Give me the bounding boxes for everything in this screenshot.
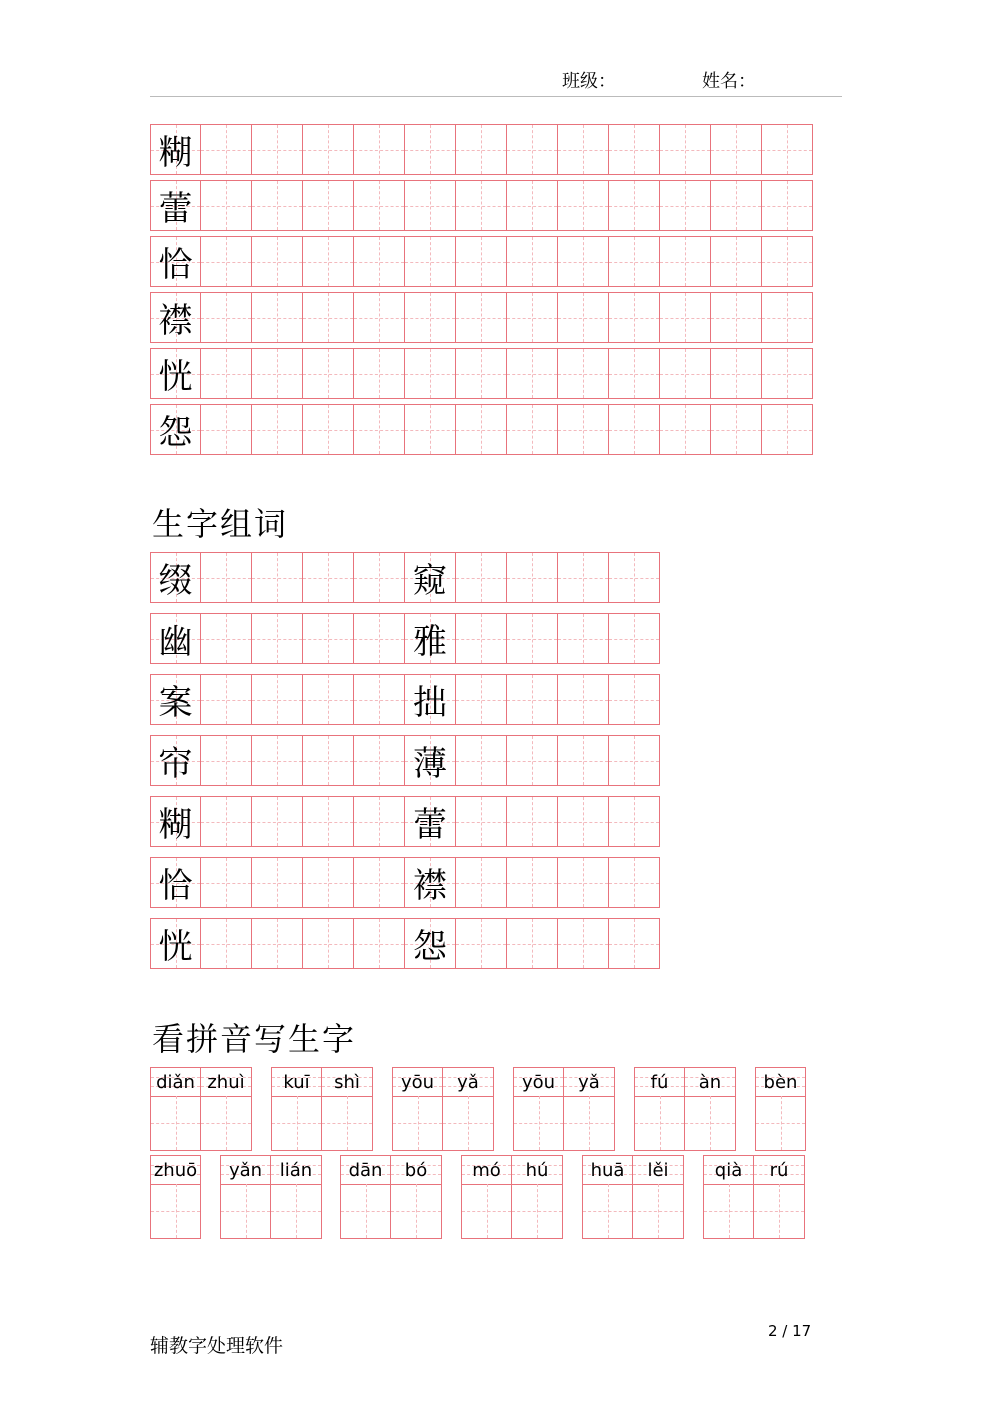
writing-cell bbox=[354, 180, 405, 231]
writing-cell bbox=[303, 735, 354, 786]
char-cell bbox=[150, 918, 201, 969]
writing-cell bbox=[303, 857, 354, 908]
writing-cell bbox=[507, 918, 558, 969]
pinyin-text: yǎ bbox=[443, 1068, 493, 1097]
writing-cell bbox=[609, 236, 660, 287]
writing-cell bbox=[609, 857, 660, 908]
pinyin-text: qià bbox=[704, 1156, 753, 1185]
writing-cell bbox=[711, 124, 762, 175]
writing-cell bbox=[762, 180, 813, 231]
writing-area bbox=[633, 1184, 683, 1238]
pinyin-box bbox=[685, 1067, 736, 1151]
writing-cell bbox=[558, 674, 609, 725]
character: 蕾 bbox=[158, 189, 193, 229]
pinyin-group bbox=[461, 1155, 563, 1239]
writing-cell bbox=[711, 292, 762, 343]
pinyin-box bbox=[201, 1067, 252, 1151]
writing-cell bbox=[354, 236, 405, 287]
writing-cell bbox=[405, 348, 456, 399]
practice-row bbox=[150, 404, 813, 455]
writing-area bbox=[756, 1096, 805, 1150]
writing-cell bbox=[201, 613, 252, 664]
writing-cell bbox=[456, 180, 507, 231]
writing-cell bbox=[252, 292, 303, 343]
writing-cell bbox=[558, 857, 609, 908]
pinyin-box bbox=[754, 1155, 805, 1239]
writing-cell bbox=[303, 918, 354, 969]
pinyin-group bbox=[271, 1067, 373, 1151]
pinyin-text: lián bbox=[271, 1156, 321, 1185]
practice-row bbox=[150, 124, 813, 175]
pinyin-box bbox=[271, 1067, 322, 1151]
writing-cell bbox=[609, 613, 660, 664]
character: 拙 bbox=[413, 683, 447, 723]
writing-cell bbox=[558, 348, 609, 399]
pinyin-text: yōu bbox=[514, 1068, 563, 1097]
writing-cell bbox=[507, 796, 558, 847]
writing-cell bbox=[558, 796, 609, 847]
writing-cell bbox=[507, 404, 558, 455]
pinyin-box bbox=[703, 1155, 754, 1239]
page-number: 2 / 17 bbox=[768, 1322, 812, 1340]
writing-cell bbox=[201, 404, 252, 455]
writing-cell bbox=[405, 124, 456, 175]
writing-cell bbox=[354, 124, 405, 175]
writing-area bbox=[151, 1096, 200, 1150]
writing-cell bbox=[201, 180, 252, 231]
writing-cell bbox=[456, 918, 507, 969]
words-row bbox=[150, 857, 660, 908]
pinyin-group bbox=[634, 1067, 736, 1151]
pinyin-text: lěi bbox=[633, 1156, 683, 1185]
pinyin-group bbox=[392, 1067, 494, 1151]
writing-cell bbox=[354, 348, 405, 399]
writing-cell bbox=[252, 348, 303, 399]
writing-cell bbox=[558, 552, 609, 603]
writing-cell bbox=[660, 404, 711, 455]
writing-cell bbox=[201, 796, 252, 847]
writing-cell bbox=[507, 674, 558, 725]
pinyin-box bbox=[582, 1155, 633, 1239]
writing-cell bbox=[252, 674, 303, 725]
writing-cell bbox=[558, 292, 609, 343]
character: 襟 bbox=[413, 866, 447, 906]
character: 帘 bbox=[158, 744, 193, 784]
char-cell bbox=[405, 918, 456, 969]
writing-area bbox=[635, 1096, 684, 1150]
writing-cell bbox=[456, 292, 507, 343]
writing-cell bbox=[711, 404, 762, 455]
pinyin-group bbox=[703, 1155, 805, 1239]
pinyin-text: rú bbox=[754, 1156, 804, 1185]
writing-cell bbox=[507, 552, 558, 603]
writing-cell bbox=[558, 124, 609, 175]
character: 怨 bbox=[158, 413, 193, 453]
writing-cell bbox=[609, 552, 660, 603]
pinyin-text: àn bbox=[685, 1068, 735, 1097]
writing-cell bbox=[303, 404, 354, 455]
writing-cell bbox=[762, 124, 813, 175]
char-cell bbox=[150, 857, 201, 908]
writing-cell bbox=[252, 613, 303, 664]
writing-cell bbox=[252, 404, 303, 455]
writing-cell bbox=[354, 918, 405, 969]
character: 窥 bbox=[413, 561, 447, 601]
pinyin-box bbox=[443, 1067, 494, 1151]
writing-area bbox=[443, 1096, 493, 1150]
writing-cell bbox=[354, 552, 405, 603]
writing-cell bbox=[303, 292, 354, 343]
writing-area bbox=[272, 1096, 321, 1150]
pinyin-box bbox=[564, 1067, 615, 1151]
pinyin-text: bèn bbox=[756, 1068, 805, 1097]
writing-cell bbox=[456, 674, 507, 725]
words-row bbox=[150, 613, 660, 664]
writing-area bbox=[462, 1184, 511, 1238]
pinyin-box bbox=[271, 1155, 322, 1239]
char-cell bbox=[150, 124, 201, 175]
writing-cell bbox=[456, 857, 507, 908]
writing-cell bbox=[660, 236, 711, 287]
char-cell bbox=[405, 857, 456, 908]
writing-cell bbox=[303, 613, 354, 664]
writing-cell bbox=[456, 796, 507, 847]
char-cell bbox=[150, 796, 201, 847]
writing-cell bbox=[252, 796, 303, 847]
writing-cell bbox=[405, 236, 456, 287]
writing-area bbox=[512, 1184, 562, 1238]
writing-cell bbox=[507, 124, 558, 175]
writing-cell bbox=[711, 236, 762, 287]
writing-area bbox=[564, 1096, 614, 1150]
writing-cell bbox=[456, 552, 507, 603]
writing-cell bbox=[558, 236, 609, 287]
writing-area bbox=[704, 1184, 753, 1238]
character: 恍 bbox=[158, 357, 193, 397]
writing-area bbox=[221, 1184, 270, 1238]
writing-cell bbox=[507, 292, 558, 343]
pinyin-text: kuī bbox=[272, 1068, 321, 1097]
pinyin-box bbox=[755, 1067, 806, 1151]
writing-cell bbox=[660, 348, 711, 399]
writing-cell bbox=[354, 735, 405, 786]
writing-area bbox=[201, 1096, 251, 1150]
name-label: 姓名： bbox=[702, 71, 756, 92]
writing-cell bbox=[660, 292, 711, 343]
character: 蕾 bbox=[413, 805, 447, 845]
writing-cell bbox=[201, 552, 252, 603]
writing-area bbox=[583, 1184, 632, 1238]
writing-cell bbox=[354, 292, 405, 343]
character: 缀 bbox=[158, 561, 193, 601]
writing-cell bbox=[201, 674, 252, 725]
char-cell bbox=[150, 735, 201, 786]
pinyin-text: diǎn bbox=[151, 1068, 200, 1097]
character: 糊 bbox=[158, 805, 193, 845]
writing-cell bbox=[558, 180, 609, 231]
pinyin-text: zhuì bbox=[201, 1068, 251, 1097]
character: 恍 bbox=[158, 927, 193, 967]
pinyin-box bbox=[391, 1155, 442, 1239]
writing-cell bbox=[660, 180, 711, 231]
writing-cell bbox=[303, 552, 354, 603]
pinyin-group bbox=[150, 1155, 201, 1239]
pinyin-box bbox=[512, 1155, 563, 1239]
writing-cell bbox=[558, 404, 609, 455]
char-cell bbox=[150, 180, 201, 231]
pinyin-text: fú bbox=[635, 1068, 684, 1097]
character: 恰 bbox=[158, 245, 193, 285]
writing-cell bbox=[609, 918, 660, 969]
writing-cell bbox=[762, 404, 813, 455]
writing-cell bbox=[354, 674, 405, 725]
writing-cell bbox=[252, 236, 303, 287]
practice-row bbox=[150, 292, 813, 343]
char-cell bbox=[150, 613, 201, 664]
writing-cell bbox=[252, 857, 303, 908]
writing-cell bbox=[303, 236, 354, 287]
writing-cell bbox=[456, 404, 507, 455]
writing-cell bbox=[609, 674, 660, 725]
writing-cell bbox=[609, 124, 660, 175]
writing-cell bbox=[405, 404, 456, 455]
pinyin-text: yōu bbox=[393, 1068, 442, 1097]
class-label: 班级： bbox=[562, 71, 616, 92]
writing-cell bbox=[252, 918, 303, 969]
writing-cell bbox=[762, 292, 813, 343]
pinyin-group bbox=[582, 1155, 684, 1239]
pinyin-group bbox=[340, 1155, 442, 1239]
writing-cell bbox=[507, 348, 558, 399]
writing-cell bbox=[252, 552, 303, 603]
char-cell bbox=[150, 674, 201, 725]
pinyin-text: bó bbox=[391, 1156, 441, 1185]
writing-cell bbox=[252, 735, 303, 786]
writing-cell bbox=[201, 292, 252, 343]
pinyin-text: huā bbox=[583, 1156, 632, 1185]
writing-cell bbox=[405, 180, 456, 231]
pinyin-group bbox=[755, 1067, 806, 1151]
character: 恰 bbox=[158, 866, 193, 906]
writing-cell bbox=[405, 292, 456, 343]
pinyin-box bbox=[220, 1155, 271, 1239]
writing-cell bbox=[252, 124, 303, 175]
practice-row bbox=[150, 348, 813, 399]
writing-cell bbox=[507, 857, 558, 908]
writing-cell bbox=[609, 735, 660, 786]
pinyin-text: shì bbox=[322, 1068, 372, 1097]
pinyin-box bbox=[461, 1155, 512, 1239]
writing-cell bbox=[201, 857, 252, 908]
words-row bbox=[150, 796, 660, 847]
pinyin-box bbox=[513, 1067, 564, 1151]
pinyin-text: yǎn bbox=[221, 1156, 270, 1185]
writing-cell bbox=[762, 236, 813, 287]
pinyin-box bbox=[633, 1155, 684, 1239]
writing-cell bbox=[201, 918, 252, 969]
writing-area bbox=[393, 1096, 442, 1150]
pinyin-group bbox=[150, 1067, 252, 1151]
writing-cell bbox=[456, 236, 507, 287]
character: 糊 bbox=[158, 133, 193, 173]
char-cell bbox=[405, 613, 456, 664]
writing-cell bbox=[507, 613, 558, 664]
pinyin-text: hú bbox=[512, 1156, 562, 1185]
pinyin-text: yǎ bbox=[564, 1068, 614, 1097]
pinyin-group bbox=[220, 1155, 322, 1239]
pinyin-text: mó bbox=[462, 1156, 511, 1185]
words-row bbox=[150, 552, 660, 603]
writing-cell bbox=[201, 348, 252, 399]
char-cell bbox=[405, 735, 456, 786]
char-cell bbox=[405, 796, 456, 847]
writing-cell bbox=[507, 180, 558, 231]
writing-area bbox=[391, 1184, 441, 1238]
writing-cell bbox=[507, 236, 558, 287]
writing-area bbox=[322, 1096, 372, 1150]
writing-cell bbox=[558, 735, 609, 786]
writing-area bbox=[514, 1096, 563, 1150]
practice-row bbox=[150, 180, 813, 231]
writing-cell bbox=[711, 348, 762, 399]
pinyin-box bbox=[150, 1155, 201, 1239]
writing-cell bbox=[507, 735, 558, 786]
writing-cell bbox=[354, 796, 405, 847]
writing-cell bbox=[354, 857, 405, 908]
writing-cell bbox=[711, 180, 762, 231]
writing-area bbox=[151, 1184, 200, 1238]
writing-cell bbox=[303, 180, 354, 231]
pinyin-text: dān bbox=[341, 1156, 390, 1185]
words-row bbox=[150, 918, 660, 969]
writing-cell bbox=[201, 124, 252, 175]
writing-cell bbox=[201, 236, 252, 287]
writing-area bbox=[271, 1184, 321, 1238]
writing-area bbox=[685, 1096, 735, 1150]
writing-cell bbox=[354, 404, 405, 455]
char-cell bbox=[150, 236, 201, 287]
words-row bbox=[150, 674, 660, 725]
writing-cell bbox=[609, 180, 660, 231]
practice-row bbox=[150, 236, 813, 287]
words-row bbox=[150, 735, 660, 786]
writing-cell bbox=[456, 613, 507, 664]
writing-area bbox=[754, 1184, 804, 1238]
pinyin-text: zhuō bbox=[151, 1156, 200, 1185]
pinyin-box bbox=[340, 1155, 391, 1239]
writing-cell bbox=[303, 348, 354, 399]
writing-cell bbox=[558, 918, 609, 969]
character: 雅 bbox=[413, 622, 447, 662]
writing-cell bbox=[609, 796, 660, 847]
pinyin-group bbox=[513, 1067, 615, 1151]
pinyin-box bbox=[392, 1067, 443, 1151]
char-cell bbox=[150, 552, 201, 603]
character: 襟 bbox=[158, 301, 193, 341]
writing-area bbox=[341, 1184, 390, 1238]
writing-cell bbox=[660, 124, 711, 175]
writing-cell bbox=[609, 404, 660, 455]
char-cell bbox=[150, 292, 201, 343]
writing-cell bbox=[303, 796, 354, 847]
writing-cell bbox=[762, 348, 813, 399]
writing-cell bbox=[456, 735, 507, 786]
writing-cell bbox=[609, 292, 660, 343]
character: 怨 bbox=[413, 927, 447, 967]
writing-cell bbox=[303, 124, 354, 175]
char-cell bbox=[405, 552, 456, 603]
pinyin-box bbox=[150, 1067, 201, 1151]
header-divider bbox=[150, 96, 842, 97]
character: 案 bbox=[158, 683, 193, 723]
character: 薄 bbox=[413, 744, 447, 784]
writing-cell bbox=[252, 180, 303, 231]
pinyin-box bbox=[322, 1067, 373, 1151]
pinyin-box bbox=[634, 1067, 685, 1151]
char-cell bbox=[405, 674, 456, 725]
writing-cell bbox=[456, 348, 507, 399]
writing-cell bbox=[354, 613, 405, 664]
footer-software: 辅教字处理软件 bbox=[150, 1335, 284, 1357]
pinyin-section-title: 看拼音写生字 bbox=[152, 1020, 357, 1058]
writing-cell bbox=[201, 735, 252, 786]
writing-cell bbox=[303, 674, 354, 725]
writing-cell bbox=[456, 124, 507, 175]
char-cell bbox=[150, 348, 201, 399]
character: 幽 bbox=[158, 622, 193, 662]
writing-cell bbox=[558, 613, 609, 664]
char-cell bbox=[150, 404, 201, 455]
words-section-title: 生字组词 bbox=[152, 505, 289, 543]
writing-cell bbox=[609, 348, 660, 399]
